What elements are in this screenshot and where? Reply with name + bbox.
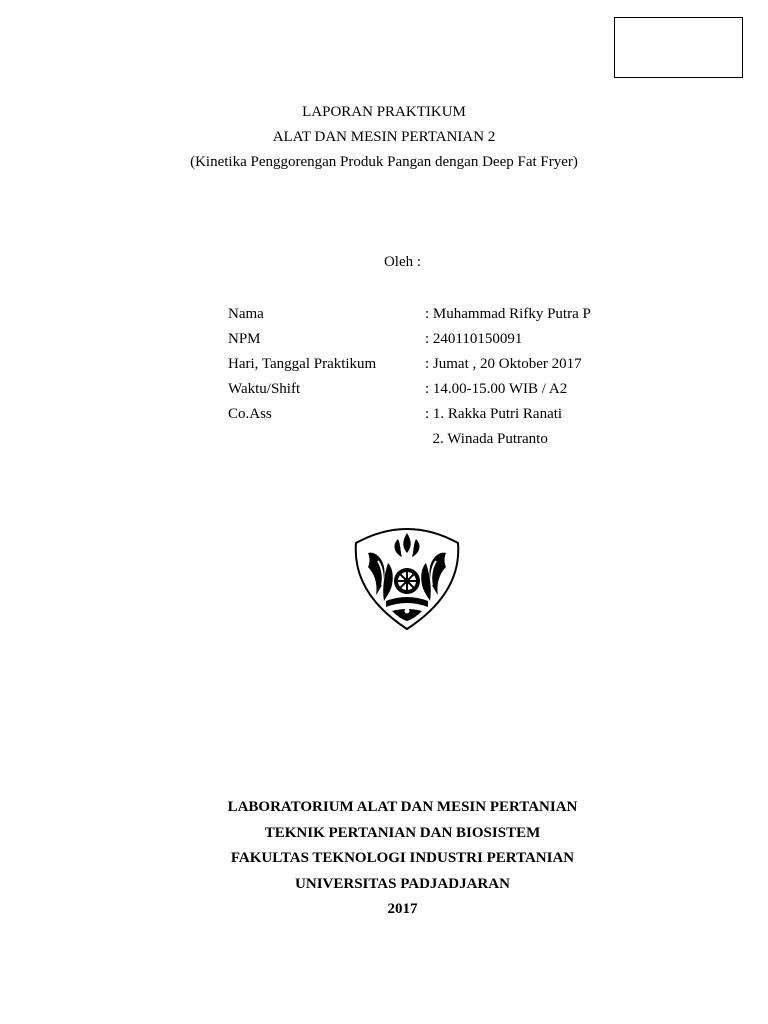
course-title: ALAT DAN MESIN PERTANIAN 2: [272, 129, 496, 145]
info-value: : 240110150091: [425, 331, 523, 347]
info-row-npm: [228, 327, 648, 352]
info-label: Waktu/Shift: [228, 381, 301, 397]
university-name: UNIVERSITAS PADJADJARAN: [295, 875, 510, 892]
info-label: Nama: [228, 306, 264, 322]
title-block: [0, 100, 768, 175]
info-row-nama: [228, 302, 648, 327]
info-value: : 1. Rakka Putri Ranati: [425, 406, 563, 422]
report-subtitle: (Kinetika Penggorengan Produk Pangan dengan Deep Fat Fryer): [190, 154, 578, 170]
info-table: [228, 302, 648, 452]
report-title: LAPORAN PRAKTIKUM: [302, 104, 466, 120]
info-value: 2. Winada Putranto: [425, 431, 548, 447]
year: 2017: [387, 901, 418, 917]
info-label: NPM: [228, 331, 261, 347]
corner-box: [614, 17, 743, 78]
info-row-coass: [228, 402, 648, 427]
info-value: : 14.00-15.00 WIB / A2: [425, 381, 568, 397]
department-name: TEKNIK PERTANIAN DAN BIOSISTEM: [264, 824, 541, 841]
info-value: : Muhammad Rifky Putra P: [425, 306, 591, 322]
lab-name: LABORATORIUM ALAT DAN MESIN PERTANIAN: [227, 799, 578, 815]
info-row-shift: [228, 377, 648, 402]
info-value: : Jumat , 20 Oktober 2017: [425, 356, 582, 372]
info-row-coass-2: [228, 427, 648, 452]
info-label: Hari, Tanggal Praktikum: [228, 356, 377, 372]
info-row-date: [228, 352, 648, 377]
institution-block: [0, 795, 768, 923]
faculty-name: FAKULTAS TEKNOLOGI INDUSTRI PERTANIAN: [230, 850, 575, 866]
info-label: [228, 427, 425, 452]
info-label: Co.Ass: [228, 406, 272, 422]
oleh-label: Oleh :: [383, 254, 422, 270]
university-emblem-icon: [352, 523, 462, 631]
